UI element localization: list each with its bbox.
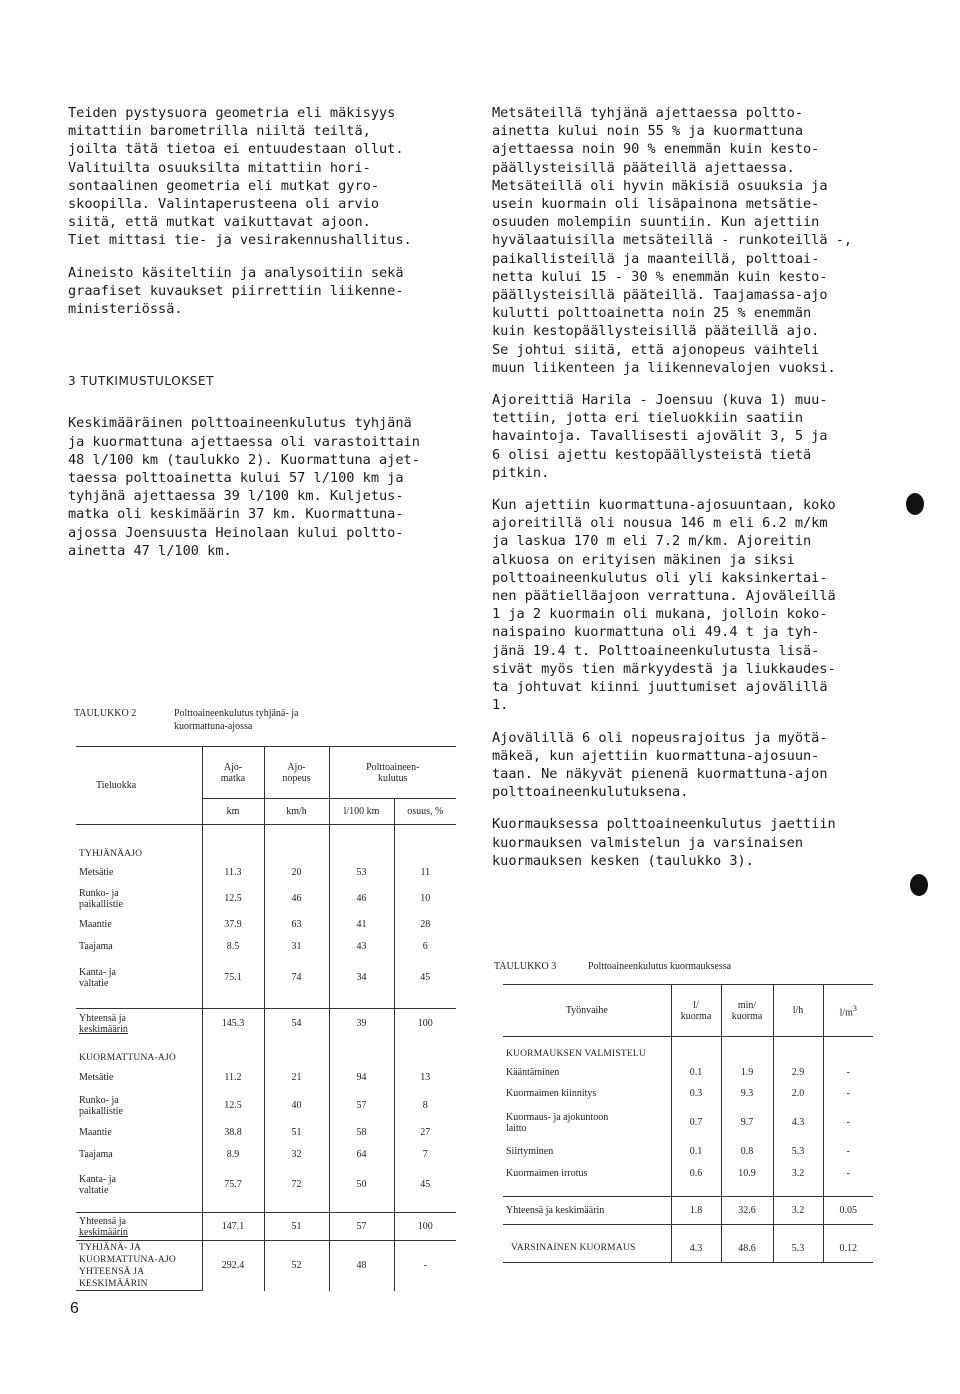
left-paragraph-3 (68, 414, 468, 560)
table-row (76, 883, 456, 915)
cell-ajomatka: 11.3 (202, 863, 264, 883)
text-line: kulutti polttoainetta noin 25 % enemmän (492, 305, 812, 322)
text-line: naispaino kuormattuna oli 49.4 t ja tyh- (492, 624, 820, 641)
cell-ajomatka: 145.3 (202, 1009, 264, 1039)
cell-l-m3: 0.05 (823, 1197, 873, 1225)
cell-osuus: 8 (422, 1100, 428, 1111)
right-paragraph-5 (492, 815, 892, 870)
row-label: TYHJÄNÄ- JA (79, 1242, 142, 1253)
row-label: Metsätie (79, 1072, 114, 1083)
cell-l-kuorma: 0.1 (671, 1063, 721, 1083)
cell-osuus: 7 (422, 1149, 428, 1160)
table-total-row (76, 1009, 456, 1039)
row-label-2: valtatie (79, 1184, 109, 1196)
row-label-2: valtatie (79, 977, 109, 989)
text-line: Valituilta osuuksilta mitattiin hori- (68, 159, 371, 176)
table-row (76, 1167, 456, 1203)
table-total-row (503, 1197, 873, 1225)
cell-ajomatka: 12.5 (202, 1089, 264, 1123)
table-row (503, 1141, 873, 1163)
header-tieluokka: Tieluokka (76, 747, 202, 825)
text-line: sontaalinen geometria eli mutkat gyro- (68, 177, 379, 194)
cell-kulutus: 57 (329, 1089, 394, 1123)
row-label-2: keskimäärin (79, 1023, 128, 1035)
cell-osuus: 45 (420, 1179, 431, 1190)
table-2 (76, 746, 456, 1291)
table3-caption: Polttoaineenkulutus kuormauksessa (588, 961, 732, 972)
cell-l-kuorma: 0.7 (671, 1105, 721, 1141)
cell-ajonopeus: 32 (264, 1143, 329, 1167)
table-grand-total-row (76, 1241, 456, 1291)
cell-l-h: 4.3 (773, 1105, 823, 1141)
table-row (76, 959, 456, 997)
text-line: Metsäteillä tyhjänä ajettaessa poltto- (492, 105, 803, 121)
right-paragraph-4 (492, 729, 892, 802)
cell-ajonopeus: 46 (264, 883, 329, 915)
cell-ajomatka: 37.9 (202, 915, 264, 935)
cell-osuus: 45 (420, 972, 431, 983)
cell-min-kuorma: 9.7 (721, 1105, 773, 1141)
section-heading: 3 TUTKIMUSTULOKSET (68, 374, 215, 389)
row-label: Maantie (79, 1127, 112, 1138)
section-title-kuormattuna: KUORMATTUNA-AJO (76, 1051, 202, 1067)
text-line: Kun ajettiin kuormattuna-ajosuuntaan, koko (492, 497, 836, 514)
text-line: siitä, että mutkat vaikuttavat ajoon. (68, 214, 371, 231)
cell-kulutus: 64 (329, 1143, 394, 1167)
punch-hole-mark (906, 493, 924, 515)
text-line: ta johtuvat kiinni juuttumiset ajovälillä (492, 679, 828, 696)
table-row (76, 915, 456, 935)
cell-l-h: 2.9 (773, 1063, 823, 1083)
table2-caption-line-1: Polttoaineenkulutus tyhjänä- ja (174, 708, 299, 719)
cell-l-m3: - (846, 1168, 850, 1179)
text-line: Se johtui siitä, että ajonopeus vaihteli (492, 341, 820, 358)
section-title-row (503, 1047, 873, 1063)
text-line: matka oli keskimäärin 37 km. Kuormattuna- (68, 506, 404, 523)
text-line: kuormauksen kesken (taulukko 3). (492, 852, 754, 869)
section-title-row (76, 1051, 456, 1067)
row-label: Metsätie (79, 867, 114, 878)
text-line: taan. Ne näkyvät pienenä kuormattuna-ajon (492, 765, 828, 782)
table-row (76, 1123, 456, 1143)
cell-min-kuorma: 10.9 (721, 1163, 773, 1185)
cell-min-kuorma: 1.9 (721, 1063, 773, 1083)
header-tyonvaihe: Työnvaihe (503, 985, 671, 1037)
cell-ajomatka: 75.7 (202, 1167, 264, 1203)
row-label: Taajama (79, 1149, 113, 1160)
section-title-tyhjanaajo: TYHJÄNÄAJO (76, 847, 202, 863)
cell-l-kuorma: 1.8 (671, 1197, 721, 1225)
cell-l-m3: 0.12 (823, 1235, 873, 1263)
header-kulutus: Polttoaineen- kulutus (329, 747, 456, 799)
row-label: Kääntäminen (506, 1067, 560, 1078)
cell-ajomatka: 12.5 (202, 883, 264, 915)
cell-ajonopeus: 40 (264, 1089, 329, 1123)
cell-ajonopeus: 63 (264, 915, 329, 935)
row-label: Kuormaimen irrotus (506, 1168, 588, 1179)
cell-osuus: 10 (420, 893, 431, 904)
cell-min-kuorma: 0.8 (721, 1141, 773, 1163)
cell-kulutus: 34 (329, 959, 394, 997)
cell-kulutus: 58 (329, 1123, 394, 1143)
cell-ajonopeus: 72 (264, 1167, 329, 1203)
row-label: Kuormaus- ja ajokuntoon (506, 1111, 609, 1123)
text-line: 1. (492, 697, 509, 714)
row-label: Kanta- ja (79, 1173, 116, 1185)
cell-osuus: 100 (394, 1213, 456, 1241)
cell-ajonopeus: 74 (264, 959, 329, 997)
left-column (68, 104, 468, 560)
row-label: VARSINAINEN KUORMAUS (503, 1235, 671, 1263)
text-line: ainetta 47 l/100 km. (68, 542, 232, 559)
text-line: graafiset kuvaukset piirrettiin liikenne- (68, 282, 404, 299)
unit-l100km: l/100 km (329, 799, 394, 825)
cell-min-kuorma: 32.6 (721, 1197, 773, 1225)
text-line: tyhjänä ajettaessa 39 l/100 km. Kuljetus- (68, 488, 404, 505)
header-l-kuorma: l/ kuorma (671, 985, 721, 1037)
text-line: ajossa Joensuusta Heinolaan kului poltto- (68, 524, 404, 541)
cell-ajomatka: 292.4 (202, 1241, 264, 1291)
unit-kmh: km/h (264, 799, 329, 825)
row-label-2: paikallistie (79, 1105, 123, 1117)
cell-min-kuorma: 9.3 (721, 1083, 773, 1105)
cell-osuus: - (394, 1241, 456, 1291)
cell-l-kuorma: 0.6 (671, 1163, 721, 1185)
table-row (76, 935, 456, 959)
cell-ajomatka: 8.5 (202, 935, 264, 959)
cell-l-kuorma: 0.1 (671, 1141, 721, 1163)
table2-caption-line-2: kuormattuna-ajossa (174, 721, 253, 732)
text-line: Teiden pystysuora geometria eli mäkisyys (68, 105, 396, 121)
cell-ajonopeus: 21 (264, 1067, 329, 1089)
text-line: 48 l/100 km (taulukko 2). Kuormattuna ajet- (68, 451, 420, 468)
table-total-row (76, 1213, 456, 1241)
row-label: Yhteensä ja keskimäärin (503, 1197, 671, 1225)
text-line: ja laskua 170 m eli 7.2 m/km. Ajoreitin (492, 533, 812, 550)
text-line: päällysteisillä pääteillä. Taajamassa-ajo (492, 287, 828, 304)
cell-osuus: 100 (394, 1009, 456, 1039)
table3-label: TAULUKKO 3 (494, 961, 557, 972)
table-row (76, 1089, 456, 1123)
table-header-row (76, 747, 456, 799)
text-line: osuuden molempiin suuntiin. Kun ajettiin (492, 214, 820, 231)
right-paragraph-3 (492, 496, 892, 714)
cell-l-m3: - (846, 1117, 850, 1128)
table-row (503, 1163, 873, 1185)
cell-ajomatka: 8.9 (202, 1143, 264, 1167)
right-paragraph-2 (492, 391, 892, 482)
row-label: Siirtyminen (506, 1146, 554, 1157)
table-row (503, 1083, 873, 1105)
text-line: joilta tätä tietoa ei entuudestaan ollut. (68, 141, 404, 158)
cell-kulutus: 53 (329, 863, 394, 883)
cell-ajonopeus: 20 (264, 863, 329, 883)
cell-ajonopeus: 54 (264, 1009, 329, 1039)
cell-l-kuorma: 4.3 (671, 1235, 721, 1263)
cell-osuus: 6 (422, 941, 428, 952)
text-line: päällysteisillä pääteillä ajettaessa. (492, 159, 795, 176)
cell-ajomatka: 11.2 (202, 1067, 264, 1089)
cell-l-kuorma: 0.3 (671, 1083, 721, 1105)
text-line: havaintoja. Tavallisesti ajovälit 3, 5 ja (492, 428, 828, 445)
right-paragraph-1 (492, 104, 892, 377)
row-label-3: YHTEENSÄ JA (79, 1266, 145, 1277)
row-label: Kanta- ja (79, 966, 116, 978)
cell-kulutus: 94 (329, 1067, 394, 1089)
text-line: paikallisteillä ja maanteillä, polttoai- (492, 250, 820, 267)
left-paragraph-2 (68, 264, 468, 319)
text-line: usein kuormain oli lisäpainona metsätie- (492, 196, 820, 213)
table-varsinainen-row (503, 1235, 873, 1263)
cell-ajomatka: 147.1 (202, 1213, 264, 1241)
text-line: Metsäteillä oli hyvin mäkisiä osuuksia ja (492, 177, 828, 194)
table2-label: TAULUKKO 2 (74, 708, 137, 719)
unit-km: km (202, 799, 264, 825)
text-line: polttoaineenkulutuksena. (492, 784, 689, 801)
cell-kulutus: 57 (329, 1213, 394, 1241)
table-row (76, 1067, 456, 1089)
header-ajomatka: Ajo- matka (202, 747, 264, 799)
cell-kulutus: 39 (329, 1009, 394, 1039)
text-line: Ajovälillä 6 oli nopeusrajoitus ja myötä- (492, 729, 828, 746)
text-line: 1 ja 2 kuormain oli mukana, jolloin koko- (492, 606, 828, 623)
cell-osuus: 11 (420, 867, 431, 878)
text-line: Aineisto käsiteltiin ja analysoitiin sekä (68, 264, 404, 281)
section-title-valmistelu: KUORMAUKSEN VALMISTELU (503, 1047, 671, 1063)
row-label-2: keskimäärin (79, 1226, 128, 1238)
row-label-2: KUORMATTUNA-AJO (79, 1254, 176, 1265)
cell-ajomatka: 75.1 (202, 959, 264, 997)
cell-l-h: 2.0 (773, 1083, 823, 1105)
header-l-h: l/h (773, 985, 823, 1037)
header-ajonopeus: Ajo- nopeus (264, 747, 329, 799)
cell-kulutus: 41 (329, 915, 394, 935)
section-title-row (76, 847, 456, 863)
text-line: pitkin. (492, 464, 550, 481)
text-line: ainetta kului noin 55 % ja kuormattuna (492, 123, 803, 140)
text-line: muun liikenteen ja liikennevalojen vuoksi. (492, 359, 836, 376)
cell-kulutus: 48 (329, 1241, 394, 1291)
cell-ajonopeus: 51 (264, 1213, 329, 1241)
text-line: ajoreitillä oli nousua 146 m eli 6.2 m/km (492, 515, 828, 532)
text-line: Keskimääräinen polttoaineenkulutus tyhjänä (68, 415, 412, 432)
text-line: alkuosa on erityisen mäkinen ja siksi (492, 551, 795, 568)
cell-osuus: 27 (420, 1127, 431, 1138)
text-line: nen päätielläajoon verrattuna. Ajoväleillä (492, 588, 836, 605)
row-label: Taajama (79, 941, 113, 952)
table-3 (503, 984, 873, 1263)
cell-l-h: 3.2 (773, 1197, 823, 1225)
header-l-m3: $l/m^3$ (823, 985, 873, 1037)
table-row (503, 1063, 873, 1083)
row-label: Kuormaimen kiinnitys (506, 1088, 597, 1099)
text-line: hyvälaatuisilla metsäteillä - runkoteillä -, (492, 232, 853, 249)
cell-l-m3: - (846, 1067, 850, 1078)
cell-l-h: 5.3 (773, 1235, 823, 1263)
row-label-2: laitto (506, 1122, 527, 1134)
cell-kulutus: 46 (329, 883, 394, 915)
cell-l-h: 5.3 (773, 1141, 823, 1163)
right-column (492, 104, 892, 870)
text-line: kuormauksen valmistelun ja varsinaisen (492, 834, 803, 851)
cell-l-m3: - (846, 1146, 850, 1157)
text-line: skoopilla. Valintaperusteena oli arvio (68, 196, 379, 213)
cell-osuus: 13 (420, 1072, 431, 1083)
text-line: tettiin, jotta eri tieluokkiin saatiin (492, 410, 803, 427)
cell-ajonopeus: 51 (264, 1123, 329, 1143)
text-line: Kuormauksessa polttoaineenkulutus jaettiin (492, 816, 836, 833)
cell-kulutus: 43 (329, 935, 394, 959)
row-label-2: paikallistie (79, 898, 123, 910)
text-line: Ajoreittiä Harila - Joensuu (kuva 1) muu- (492, 392, 828, 409)
table-header-row (503, 985, 873, 1037)
text-line: ministeriössä. (68, 301, 183, 318)
cell-kulutus: 50 (329, 1167, 394, 1203)
row-label: Maantie (79, 919, 112, 930)
text-line: Tiet mittasi tie- ja vesirakennushallitus. (68, 232, 412, 249)
text-line: mäkeä, kun ajettiin kuormattuna-ajosuun- (492, 747, 820, 764)
header-min-kuorma: min/ kuorma (721, 985, 773, 1037)
text-line: ja kuormattuna ajettaessa oli varastoittain (68, 433, 420, 450)
cell-l-h: 3.2 (773, 1163, 823, 1185)
text-line: mitattiin barometrilla niiltä teiltä, (68, 123, 371, 140)
cell-ajonopeus: 52 (264, 1241, 329, 1291)
text-line: ajettaessa noin 90 % enemmän kuin kesto- (492, 141, 820, 158)
page-number: 6 (70, 1300, 79, 1317)
text-line: sivät myös tien märkyydestä ja liukkaudes- (492, 660, 836, 677)
punch-hole-mark (910, 874, 928, 896)
table-row (76, 1143, 456, 1167)
row-label-4: KESKIMÄÄRIN (79, 1278, 148, 1289)
left-paragraph-1 (68, 104, 468, 250)
text-line: netta kului 15 - 30 % enemmän kuin kesto- (492, 268, 828, 285)
table-row (503, 1105, 873, 1141)
text-line: 6 olisi ajettu kestopäällysteistä tietä (492, 446, 812, 463)
row-label: Runko- ja (79, 1094, 119, 1106)
cell-osuus: 28 (420, 919, 431, 930)
unit-share: osuus, % (394, 799, 456, 825)
text-line: taessa polttoainetta kului 57 l/100 km ja (68, 470, 404, 487)
text-line: jänä 19.4 t. Polttoaineenkulutusta lisä- (492, 642, 820, 659)
row-label: Yhteensä ja (79, 1215, 126, 1227)
table-row (76, 863, 456, 883)
row-label: Yhteensä ja (79, 1012, 126, 1024)
text-line: polttoaineenkulutus oli yli kaksinkertai- (492, 569, 828, 586)
cell-ajomatka: 38.8 (202, 1123, 264, 1143)
cell-min-kuorma: 48.6 (721, 1235, 773, 1263)
cell-l-m3: - (846, 1088, 850, 1099)
cell-ajonopeus: 31 (264, 935, 329, 959)
text-line: kuin kestopäällysteisillä pääteillä ajo. (492, 323, 820, 340)
row-label: Runko- ja (79, 887, 119, 899)
